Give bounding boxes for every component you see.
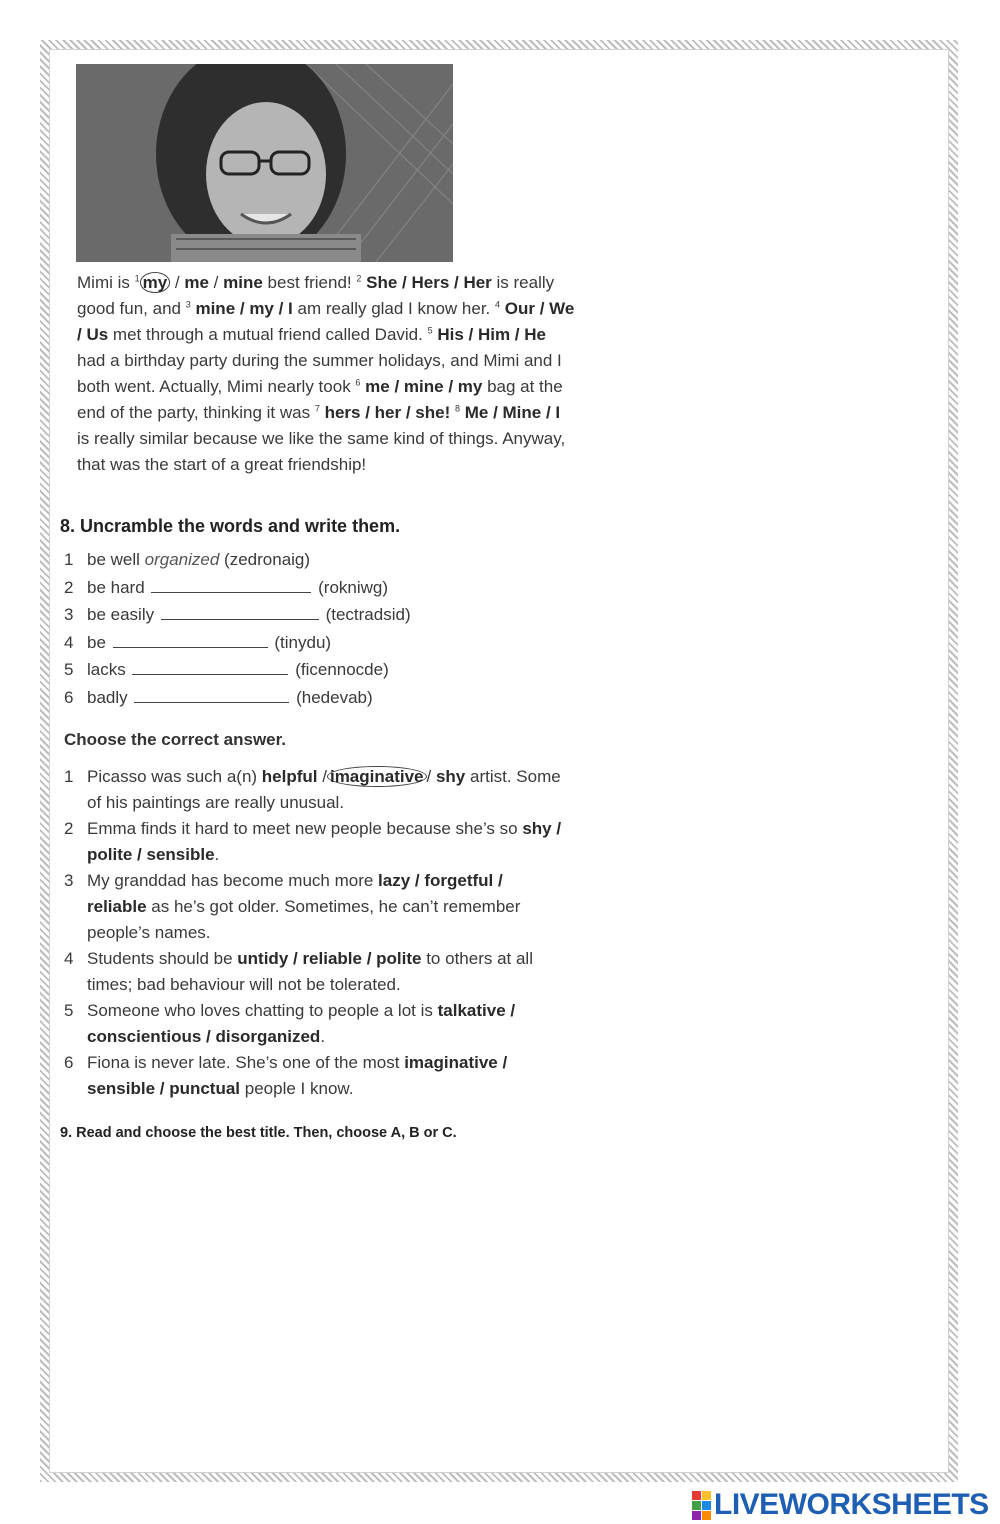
circled-answer: imaginative: [327, 766, 427, 787]
list-item: 5 Someone who loves chatting to people a lot is talkative / conscientious / disorganized.: [64, 1001, 516, 1046]
exercise-8-heading: 8. Uncramble the words and write them.: [60, 516, 401, 536]
answer-blank[interactable]: [161, 604, 319, 620]
list-item: 3 be easily (tectradsid): [64, 605, 411, 624]
liveworksheets-logo[interactable]: [692, 1490, 989, 1520]
page-inner-border: [49, 49, 949, 1473]
list-item: 3 My granddad has become much more lazy / forgetful / reliable as he’s got older. Sometimes, he can’t remember people’s names.: [64, 871, 521, 942]
list-item: 2 be hard (rokniwg): [64, 577, 389, 597]
logo-block: [692, 1491, 701, 1500]
logo-block: [702, 1501, 711, 1510]
answer-blank[interactable]: [132, 659, 288, 675]
list-item: 6 badly (hedevab): [64, 687, 373, 707]
photo-mimi: [76, 64, 453, 262]
logo-block: [692, 1511, 701, 1520]
choose-heading: Choose the correct answer.: [64, 730, 287, 749]
logo-block: [702, 1491, 711, 1500]
choose-list: [64, 764, 564, 1102]
logo-text: LIVEWORKSHEETS: [714, 1488, 989, 1521]
logo-icon: [692, 1491, 711, 1520]
answer-blank[interactable]: [134, 687, 289, 703]
list-item: 4 be (tinydu): [64, 632, 332, 652]
reading-paragraph: Mimi is $^1$ my / me / mine best friend! $^2$ She / Hers / Her is really good fun, and $^3$ mine / my / I am really glad I know her. $^4$ Our / We / Us met through a mutual friend called David. $^5$ His / Him / He had a birthday party during the summer holidays, and Mimi and I both went. Actually, Mimi nearly took $^6$ me / mine / my bag at the end of the party, thinking it was $^7$ hers / her / she! $^8$ Me / Mine / I is really similar because we like the same kind of things. Anyway, that was the start of a great friendship!: [77, 273, 575, 474]
logo-block: [692, 1501, 701, 1510]
answer-blank[interactable]: [113, 632, 268, 648]
circled-answer: my: [140, 272, 171, 293]
list-item: 1 be well organized (zedronaig): [64, 550, 311, 569]
exercise-9-heading: 9. Read and choose the best title. Then, choose A, B or C.: [60, 1125, 457, 1141]
list-item: 5 lacks (ficennocde): [64, 660, 389, 679]
logo-block: [702, 1511, 711, 1520]
example-answer: organized: [144, 550, 220, 569]
list-item: 4 Students should be untidy / reliable / polite to others at all times; bad behaviour will not be tolerated.: [64, 949, 533, 994]
answer-blank[interactable]: [151, 577, 311, 593]
list-item: 2 Emma finds it hard to meet new people because she’s so shy / polite / sensible.: [64, 819, 562, 864]
list-item: 6 Fiona is never late. She’s one of the most imaginative / sensible / punctual people I know.: [64, 1053, 508, 1098]
list-item: 1 Picasso was such a(n) helpful / imaginative / shy artist. Some of his paintings are really unusual.: [64, 767, 561, 812]
exercise-8-list: [64, 548, 411, 713]
